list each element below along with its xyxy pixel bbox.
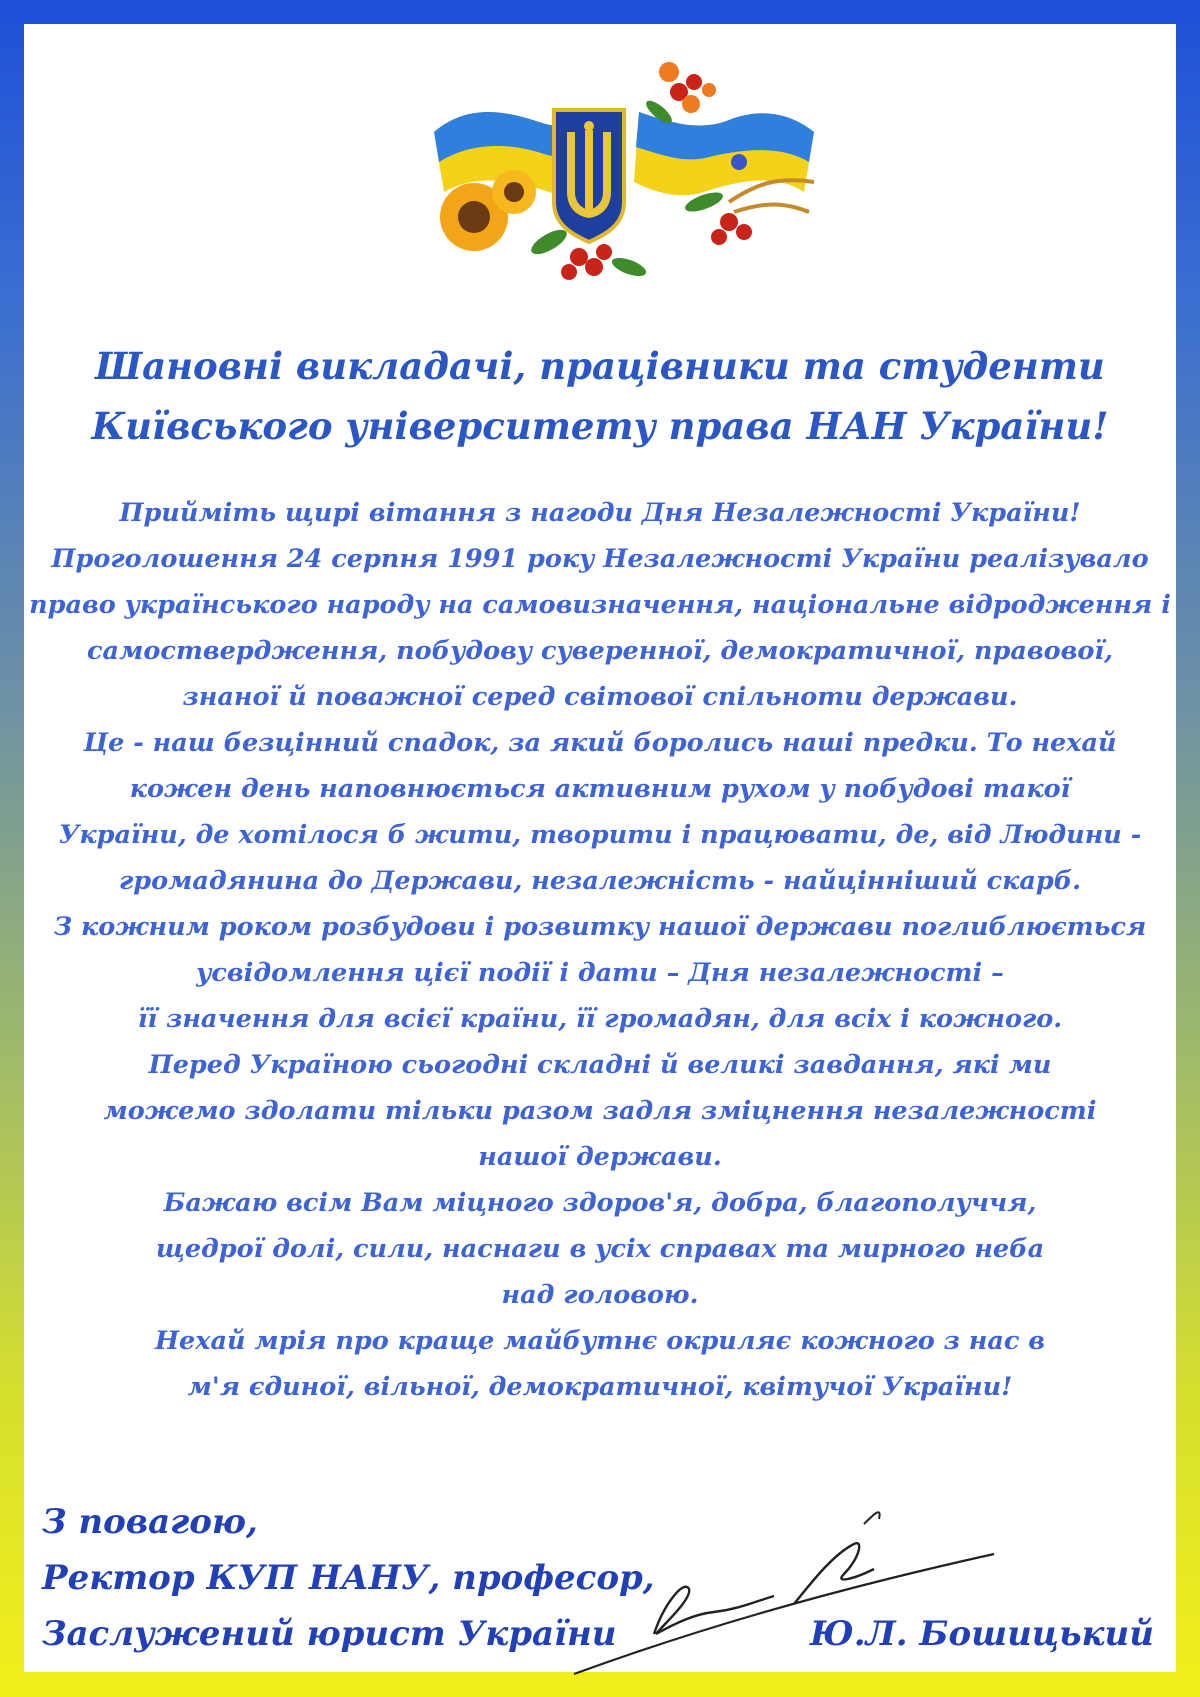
body-line: усвідомлення цієї події і дати – Дня незалежності – xyxy=(196,958,1004,988)
emblem-icon xyxy=(429,52,819,292)
body-line: щедрої долі, сили, наснаги в усіх справах та мирного неба xyxy=(155,1234,1045,1264)
greeting-heading xyxy=(24,336,1176,456)
signer-name: Ю.Л. Бошицький xyxy=(810,1614,1154,1654)
letter-body xyxy=(24,490,1176,1410)
body-line: України, де хотілося б жити, творити і працювати, де, від Людини - xyxy=(58,820,1142,850)
body-line: м'я єдиної, вільної, демократичної, квітучої України! xyxy=(187,1372,1013,1402)
closing-title: Заслужений юрист України xyxy=(42,1614,617,1654)
body-line: самоствердження, побудову суверенної, демократичної, правової, xyxy=(87,636,1113,666)
body-line: Перед Україною сьогодні складні й великі завдання, які ми xyxy=(148,1050,1052,1080)
body-line: громадянина до Держави, незалежність - найцінніший скарб. xyxy=(118,866,1082,896)
body-line: З кожним роком розбудови і розвитку нашої держави поглиблюється xyxy=(53,912,1147,942)
body-line: над головою. xyxy=(501,1280,699,1310)
body-line: Проголошення 24 серпня 1991 року Незалежності України реалізувало xyxy=(51,544,1149,574)
greeting-line: Київського університету права НАН України! xyxy=(91,404,1109,448)
closing-position: Ректор КУП НАНУ, професор, xyxy=(42,1558,655,1598)
body-line: її значення для всієї країни, її громадян, для всіх і кожного. xyxy=(137,1004,1063,1034)
body-line: можемо здолати тільки разом задля зміцнення незалежності xyxy=(103,1096,1097,1126)
body-line: нашої держави. xyxy=(478,1142,722,1172)
greeting-line: Шановні викладачі, працівники та студенти xyxy=(95,344,1105,388)
body-line: Це - наш безцінний спадок, за який боролись наші предки. То нехай xyxy=(83,728,1117,758)
body-line: кожен день наповнюється активним рухом у побудові такої xyxy=(129,774,1071,804)
closing-block xyxy=(42,1494,655,1662)
body-line: Прийміть щирі вітання з нагоди Дня Незалежності України! xyxy=(119,498,1081,528)
letter-sheet xyxy=(24,24,1176,1672)
body-line: знаної й поважної серед світової спільноти держави. xyxy=(182,682,1018,712)
body-line: Нехай мрія про краще майбутнє окриляє кожного з нас в xyxy=(154,1326,1046,1356)
body-line: право українського народу на самовизначення, національне відродження і xyxy=(29,590,1171,620)
trident-icon xyxy=(567,121,611,218)
closing-regards: З повагою, xyxy=(42,1502,258,1542)
body-line: Бажаю всім Вам міцного здоров'я, добра, благополуччя, xyxy=(163,1188,1037,1218)
